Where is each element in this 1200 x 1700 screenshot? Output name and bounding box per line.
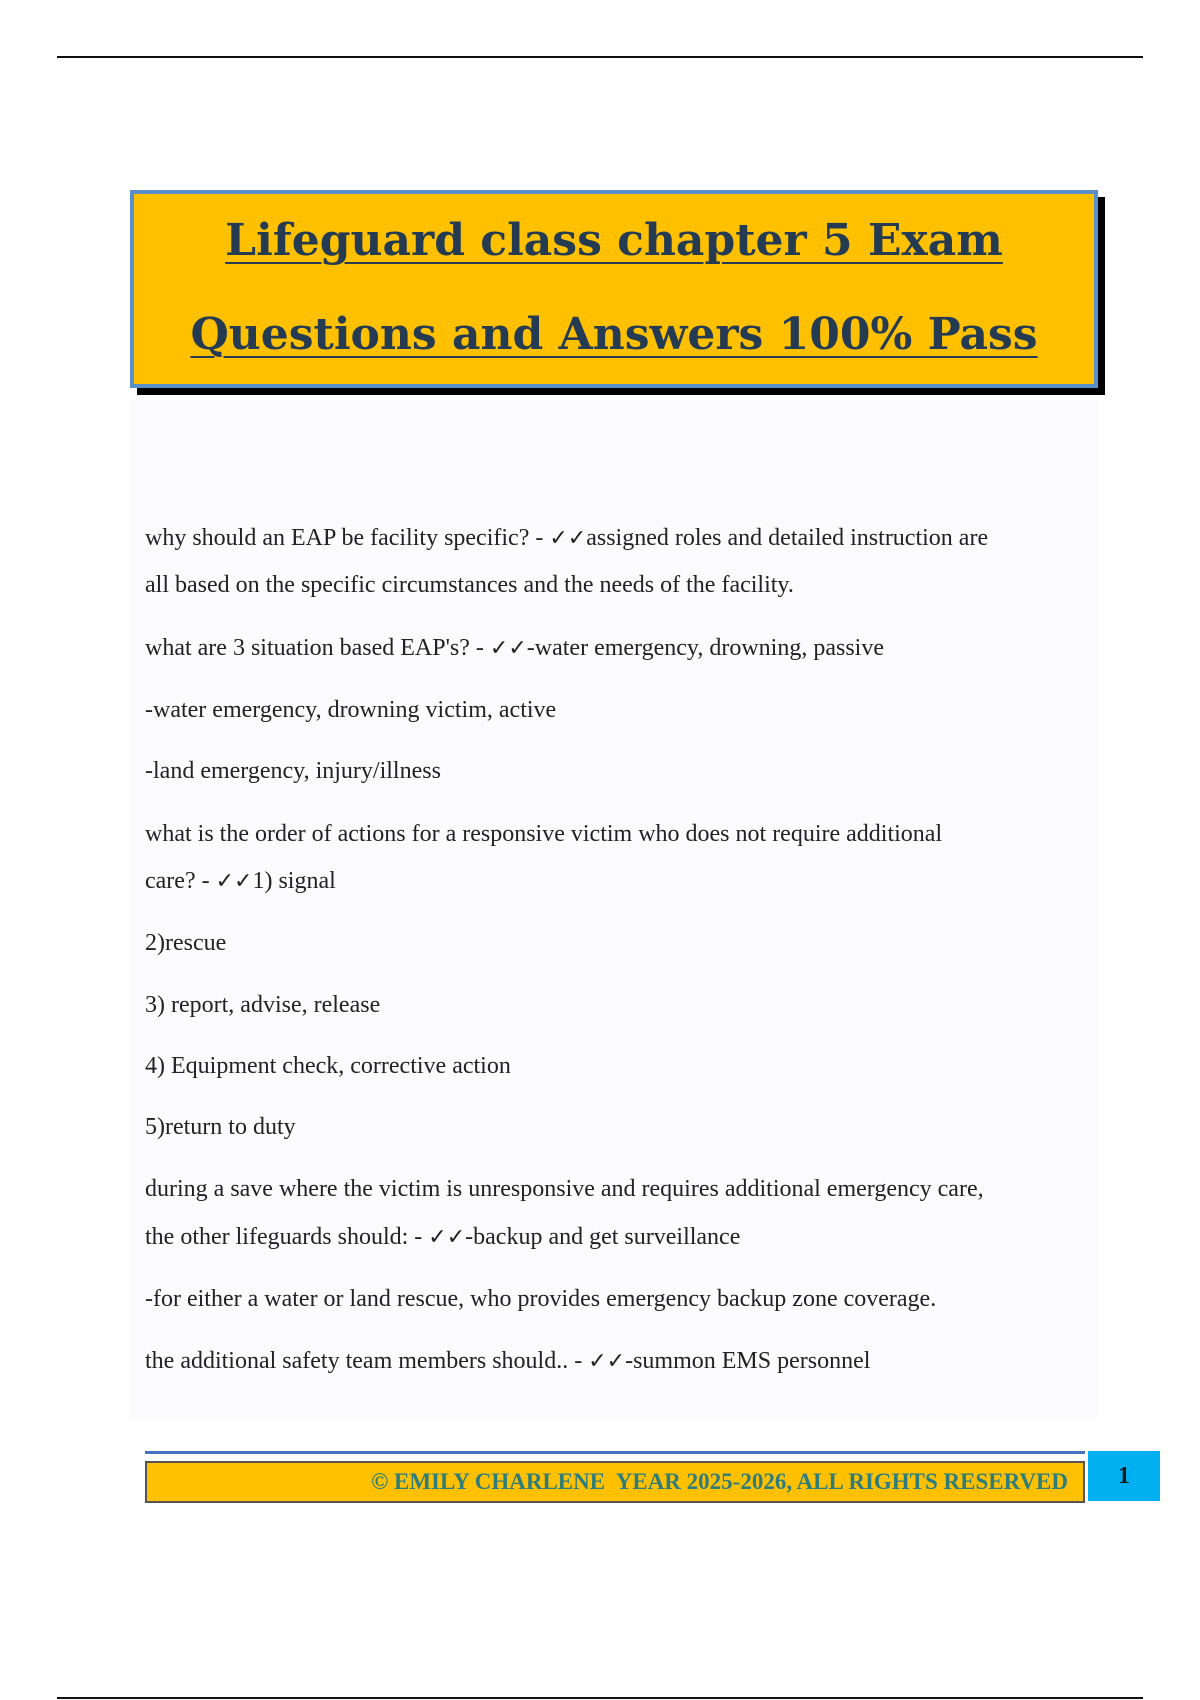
footer-box xyxy=(145,1461,1085,1503)
text-line: all based on the specific circumstances and the needs of the facility. xyxy=(145,572,794,598)
text-line: -for either a water or land rescue, who provides emergency backup zone coverage. xyxy=(145,1286,937,1312)
page-number: 1 xyxy=(1118,1463,1130,1489)
text-line: what is the order of actions for a responsive victim who does not require additional xyxy=(145,821,943,847)
text-line: why should an EAP be facility specific? - ✓✓assigned roles and detailed instruction are xyxy=(145,525,989,551)
footer-rule xyxy=(145,1451,1085,1454)
copyright-text: © EMILY CHARLENE YEAR 2025-2026, ALL RIGHTS RESERVED xyxy=(371,1469,1068,1494)
content-background xyxy=(130,400,1098,1420)
check-mark-icon: ✓✓ xyxy=(588,1349,626,1374)
top-rule xyxy=(57,56,1143,58)
text-line: 5)return to duty xyxy=(145,1114,296,1140)
text-line: what are 3 situation based EAP's? - ✓✓-water emergency, drowning, passive xyxy=(145,635,884,661)
title-box xyxy=(130,190,1098,388)
bottom-rule xyxy=(57,1697,1143,1699)
text-line: the other lifeguards should: - ✓✓-backup and get surveillance xyxy=(145,1224,741,1250)
text-line: 4) Equipment check, corrective action xyxy=(145,1053,511,1079)
text-line: the additional safety team members should.. - ✓✓-summon EMS personnel xyxy=(145,1348,871,1374)
check-mark-icon: ✓✓ xyxy=(428,1225,466,1250)
check-mark-icon: ✓✓ xyxy=(549,526,587,551)
text-line: -water emergency, drowning victim, active xyxy=(145,697,557,723)
text-line: 2)rescue xyxy=(145,930,227,956)
text-line: 3) report, advise, release xyxy=(145,992,381,1018)
text-line: during a save where the victim is unresponsive and requires additional emergency care, xyxy=(145,1176,984,1202)
text-line: -land emergency, injury/illness xyxy=(145,758,441,784)
check-mark-icon: ✓✓ xyxy=(215,869,253,894)
page-number-box xyxy=(1088,1451,1160,1501)
text-line: care? - ✓✓1) signal xyxy=(145,868,336,894)
title-line-1: Lifeguard class chapter 5 Exam xyxy=(225,215,1003,266)
title-line-2: Questions and Answers 100% Pass xyxy=(190,309,1038,360)
check-mark-icon: ✓✓ xyxy=(489,636,527,661)
